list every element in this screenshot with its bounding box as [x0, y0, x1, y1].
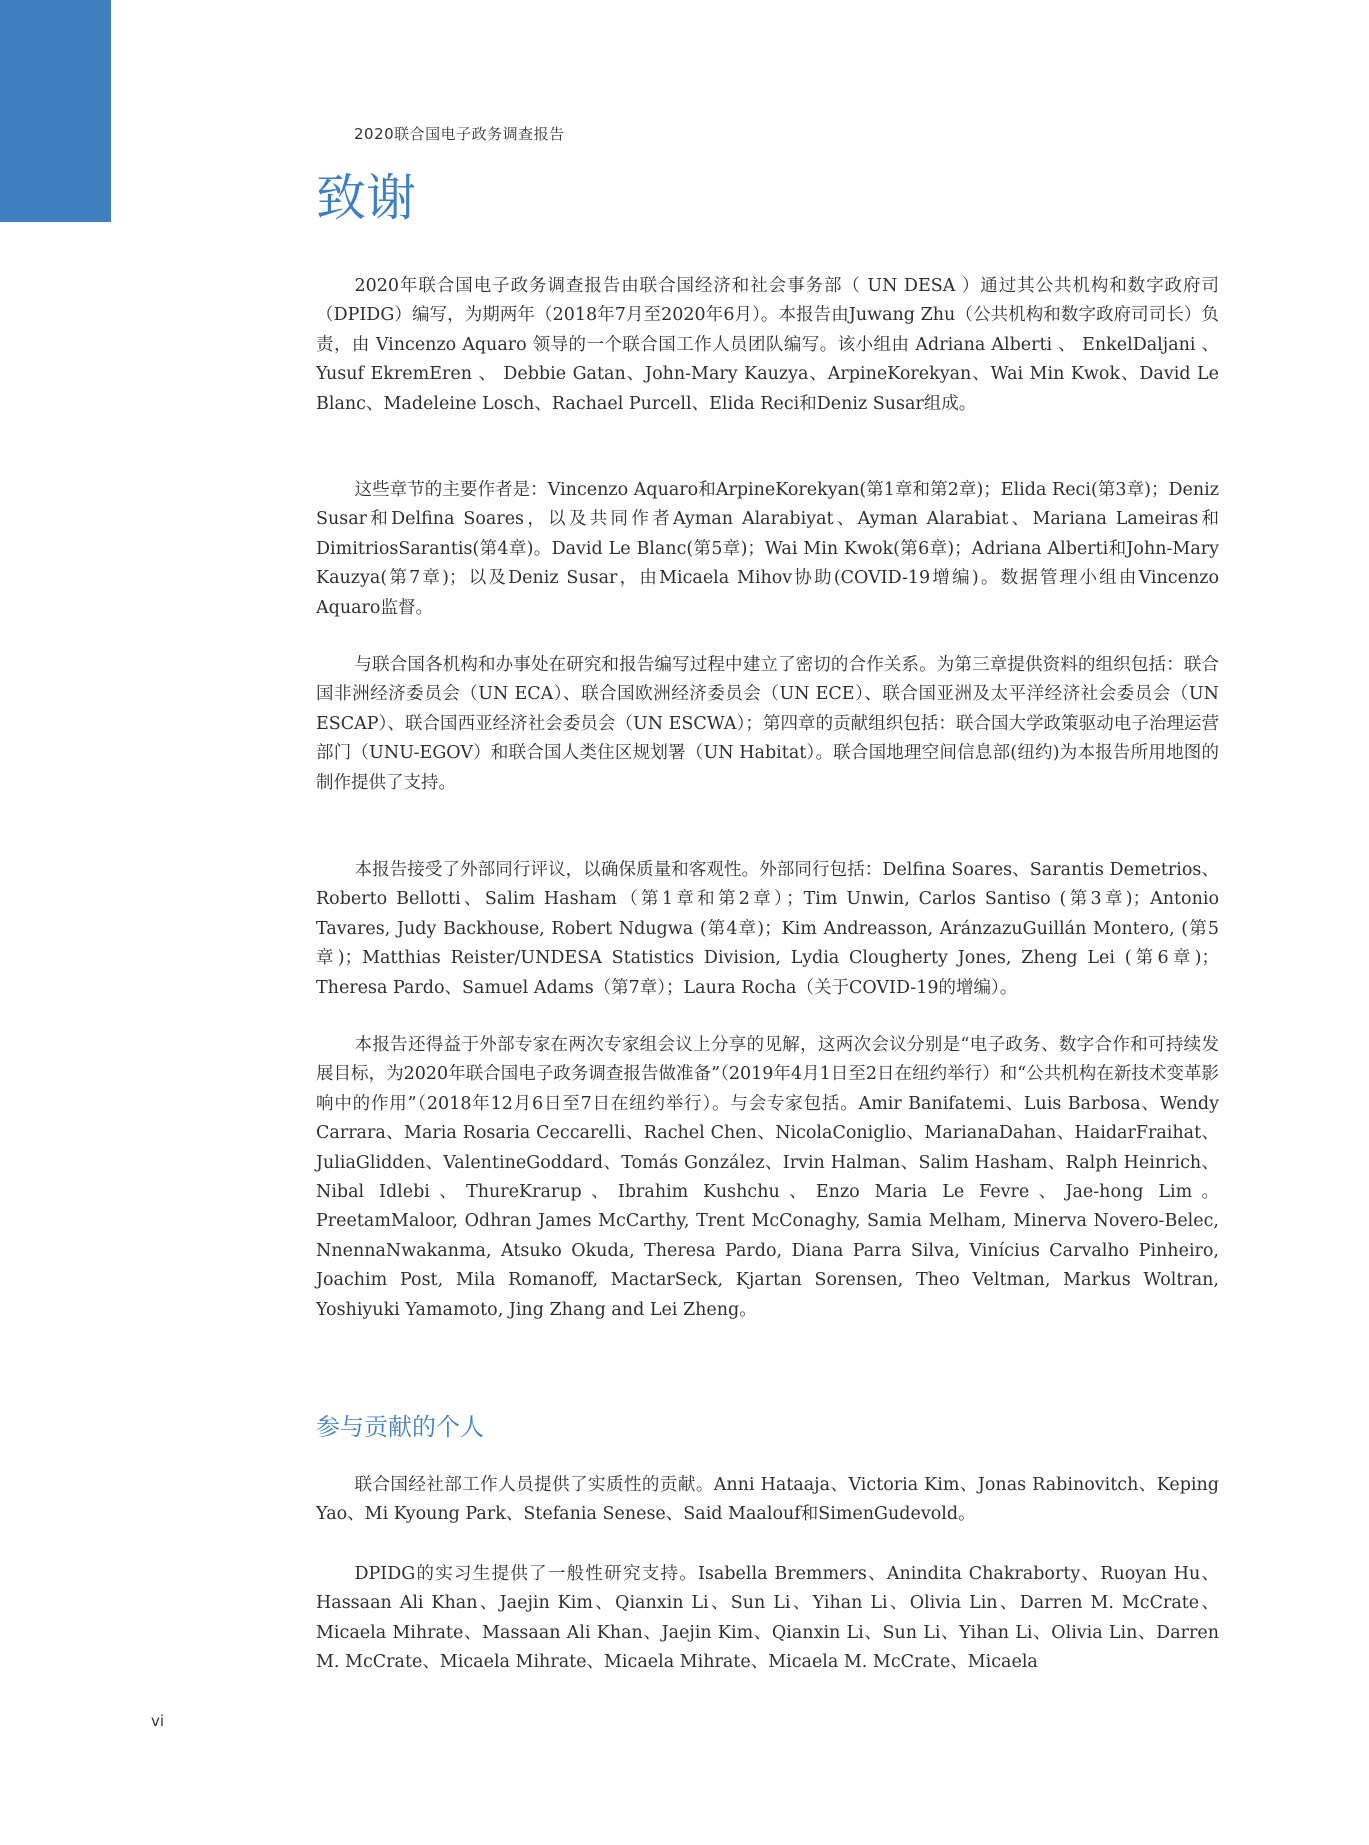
running-header: 2020联合国电子政务调查报告	[354, 125, 565, 143]
page-number: vi	[151, 1712, 165, 1730]
paragraph-expert-meetings: 本报告还得益于外部专家在两次专家组会议上分享的见解，这两次会议分别是“电子政务、数字合作和可持续发展目标，为2020年联合国电子政务调查报告做准备”（2019年4月1日至2日在纽约举行）和“公共机构在新技术变革影响中的作用”（2018年12月6日至7日在纽约举行）。与会专家包括。Amir Banifatemi、Luis Barbosa、Wendy Carrara、Maria Rosaria Ceccarelli、Rachel Chen、NicolaConiglio、MarianaDahan、HaidarFraihat、JuliaGlidden、ValentineGoddard、Tomás González、Irvin Halman、Salim Hasham、Ralph Heinrich、Nibal Idlebi、ThureKrarup、Ibrahim Kushchu、Enzo Maria Le Fevre、Jae-hong Lim。PreetamMaloor, Odhran James McCarthy, Trent McConaghy, Samia Melham, Minerva Novero-Belec, NnennaNwakanma, Atsuko Okuda, Theresa Pardo, Diana Parra Silva, Vinícius Carvalho Pinheiro, Joachim Post, Mila Romanoff, MactarSeck, Kjartan Sorensen, Theo Veltman, Markus Woltran, Yoshiyuki Yamamoto, Jing Zhang and Lei Zheng。	[316, 1035, 1219, 1320]
paragraph-chapter-authors: 这些章节的主要作者是：Vincenzo Aquaro和ArpineKorekyan(第1章和第2章)；Elida Reci(第3章)；Deniz Susar和Delfina Soares，以及共同作者Ayman Alarabiyat、Ayman Alarabiat、Mariana Lameiras和DimitriosSarantis(第4章)。David Le Blanc(第5章)；Wai Min Kwok(第6章)；Adriana Alberti和John-Mary Kauzya(第7章)；以及Deniz Susar，由Micaela Mihov协助(COVID-19增编)。数据管理小组由Vincenzo Aquaro监督。	[316, 480, 1219, 618]
corner-color-block	[0, 0, 111, 222]
paragraph-interns: DPIDG的实习生提供了一般性研究支持。Isabella Bremmers、Anindita Chakraborty、Ruoyan Hu、Hassaan Ali Khan、Jaejin Kim、Qianxin Li、Sun Li、Yihan Li、Olivia Lin、Darren M. McCrate、Micaela Mihrate、Massaan Ali Khan、Jaejin Kim、Qianxin Li、Sun Li、Yihan Li、Olivia Lin、Darren M. McCrate、Micaela Mihrate、Micaela Mihrate、Micaela M. McCrate、Micaela	[316, 1564, 1219, 1673]
paragraph-authors-overview: 2020年联合国电子政务调查报告由联合国经济和社会事务部（ UN DESA ）通过其公共机构和数字政府司（DPIDG）编写，为期两年（2018年7月至2020年6月）。本报告由Juwang Zhu（公共机构和数字政府司司长）负责，由 Vincenzo Aquaro 领导的一个联合国工作人员团队编写。该小组由 Adriana Alberti 、 EnkelDaljani 、 Yusuf EkremEren 、 Debbie Gatan、John-Mary Kauzya、ArpineKorekyan、Wai Min Kwok、David Le Blanc、Madeleine Losch、Rachael Purcell、Elida Reci和Deniz Susar组成。	[316, 276, 1219, 414]
section-heading-contributors: 参与贡献的个人	[316, 1413, 484, 1441]
paragraph-un-partners: 与联合国各机构和办事处在研究和报告编写过程中建立了密切的合作关系。为第三章提供资料的组织包括：联合国非洲经济委员会（UN ECA）、联合国欧洲经济委员会（UN ECE）、联合国亚洲及太平洋经济社会委员会（UN ESCAP）、联合国西亚经济社会委员会（UN ESCWA）；第四章的贡献组织包括：联合国大学政策驱动电子治理运营部门（UNU-EGOV）和联合国人类住区规划署（UN Habitat）。联合国地理空间信息部(纽约)为本报告所用地图的制作提供了支持。	[316, 655, 1219, 793]
paragraph-desa-staff: 联合国经社部工作人员提供了实质性的贡献。Anni Hataaja、Victoria Kim、Jonas Rabinovitch、Keping Yao、Mi Kyoung Park、Stefania Senese、Said Maalouf和SimenGudevold。	[316, 1475, 1219, 1525]
page-title: 致谢	[316, 169, 416, 227]
paragraph-peer-review: 本报告接受了外部同行评议，以确保质量和客观性。外部同行包括：Delfina Soares、Sarantis Demetrios、Roberto Bellotti、Salim Hasham（第1章和第2章）；Tim Unwin, Carlos Santiso (第3章)；Antonio Tavares, Judy Backhouse, Robert Ndugwa (第4章)；Kim Andreasson, AránzazuGuillán Montero, (第5章)；Matthias Reister/UNDESA Statistics Division, Lydia Clougherty Jones, Zheng Lei (第6章)；Theresa Pardo、Samuel Adams（第7章）；Laura Rocha（关于COVID-19的增编）。	[316, 860, 1219, 998]
